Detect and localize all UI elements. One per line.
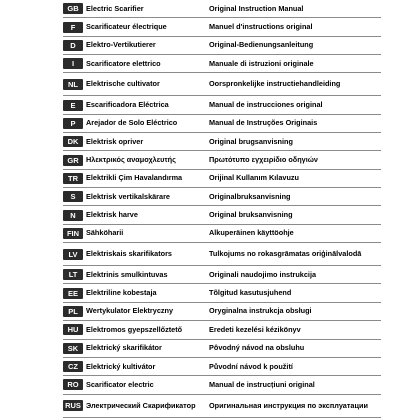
language-row (63, 284, 381, 302)
language-code-badge: FIN (63, 228, 83, 239)
product-name: Elektro-Vertikutierer (86, 41, 156, 50)
language-code-badge: CZ (63, 361, 83, 372)
manual-title: Originali naudojimo instrukcija (209, 270, 317, 279)
language-row (63, 73, 381, 96)
language-row (63, 321, 381, 339)
manual-title: Manual de Instruções Originais (209, 119, 318, 128)
language-table (63, 0, 381, 418)
manual-title: Tõlgitud kasutusjuhend (209, 289, 292, 298)
manual-title: Oorspronkelijke instructiehandleiding (209, 80, 341, 89)
language-row (63, 37, 381, 55)
language-code-badge: F (63, 22, 83, 33)
manual-title: Original-Bedienungsanleitung (209, 41, 314, 50)
product-name: Elektriskais skarifikators (86, 250, 172, 259)
manual-title: Πρωτότυπο εγχειρίδιο οδηγιών (209, 156, 318, 165)
language-code-badge: DK (63, 136, 83, 147)
language-row (63, 266, 381, 284)
product-name: Elektrische cultivator (86, 80, 160, 89)
manual-title: Оригинальная инструкция по эксплуатации (209, 401, 368, 410)
language-code-badge: I (63, 58, 83, 69)
language-row (63, 115, 381, 133)
language-code-badge: HU (63, 324, 83, 335)
language-code-badge: LT (63, 269, 83, 280)
language-row (63, 206, 381, 224)
product-name: Elektromos gyepszellőztető (86, 325, 183, 334)
product-name: Elektrický skarifikátor (86, 344, 162, 353)
product-name: Elektrický kultivátor (86, 362, 156, 371)
product-name: Scarificateur électrique (86, 23, 167, 32)
product-name: Электрический Скарификатор (86, 401, 196, 410)
language-row (63, 133, 381, 151)
language-row (63, 376, 381, 394)
manual-title: Eredeti kezelési kézikönyv (209, 325, 301, 334)
language-row (63, 188, 381, 206)
language-row (63, 358, 381, 376)
manual-title: Tulkojums no rokasgrāmatas oriģinālvalodā (209, 250, 362, 259)
language-row (63, 151, 381, 169)
language-row (63, 0, 381, 18)
product-name: Elektrinis smulkintuvas (86, 270, 168, 279)
product-name: Elektrikli Çim Havalandırma (86, 174, 183, 183)
language-code-badge: GR (63, 155, 83, 166)
language-code-badge: N (63, 210, 83, 221)
language-code-badge: GB (63, 3, 83, 14)
language-row (63, 170, 381, 188)
product-name: Arejador de Solo Eléctrico (86, 119, 178, 128)
language-code-badge: SK (63, 343, 83, 354)
language-row (63, 395, 381, 418)
manual-title: Manual de instrucciones original (209, 101, 323, 110)
product-name: Scarificator electric (86, 380, 154, 389)
language-row (63, 340, 381, 358)
manual-title: Manuale di istruzioni originale (209, 59, 314, 68)
language-row (63, 225, 381, 243)
manual-title: Manuel d'instructions original (209, 23, 313, 32)
product-name: Scarificatore elettrico (86, 59, 161, 68)
language-code-badge: RO (63, 379, 83, 390)
manual-title: Manual de instrucțiuni original (209, 380, 315, 389)
product-name: Electric Scarifier (86, 4, 144, 13)
language-code-badge: NL (63, 79, 83, 90)
product-name: Elektrisk vertikalskärare (86, 192, 170, 201)
manual-title: Orijinal Kullanım Kılavuzu (209, 174, 300, 183)
language-row (63, 243, 381, 266)
language-code-badge: D (63, 40, 83, 51)
language-row (63, 96, 381, 114)
manual-title: Originalbruksanvisning (209, 192, 291, 201)
language-code-badge: EE (63, 288, 83, 299)
manual-title: Alkuperäinen käyttöohje (209, 229, 294, 238)
product-name: Elektrisk harve (86, 211, 138, 220)
manual-title: Oryginalna instrukcja obsługi (209, 307, 312, 316)
language-row (63, 303, 381, 321)
manual-title: Original Instruction Manual (209, 4, 304, 13)
product-name: Sähköharii (86, 229, 124, 238)
language-code-badge: TR (63, 173, 83, 184)
product-name: Elektrisk opriver (86, 137, 144, 146)
product-name: Elektriline kobestaja (86, 289, 157, 298)
language-code-badge: LV (63, 249, 83, 260)
manual-title: Původní návod k použití (209, 362, 293, 371)
language-code-badge: S (63, 191, 83, 202)
manual-title: Original brugsanvisning (209, 137, 293, 146)
language-row (63, 55, 381, 73)
manual-title: Pôvodný návod na obsluhu (209, 344, 305, 353)
product-name: Escarificadora Eléctrica (86, 101, 169, 110)
language-code-badge: RUS (63, 400, 83, 411)
product-name: Wertykulator Elektryczny (86, 307, 174, 316)
manual-title: Original bruksanvisning (209, 211, 293, 220)
language-row (63, 18, 381, 36)
language-code-badge: E (63, 100, 83, 111)
language-code-badge: P (63, 118, 83, 129)
product-name: Ηλεκτρικός αναμοχλευτής (86, 156, 176, 165)
language-code-badge: PL (63, 306, 83, 317)
